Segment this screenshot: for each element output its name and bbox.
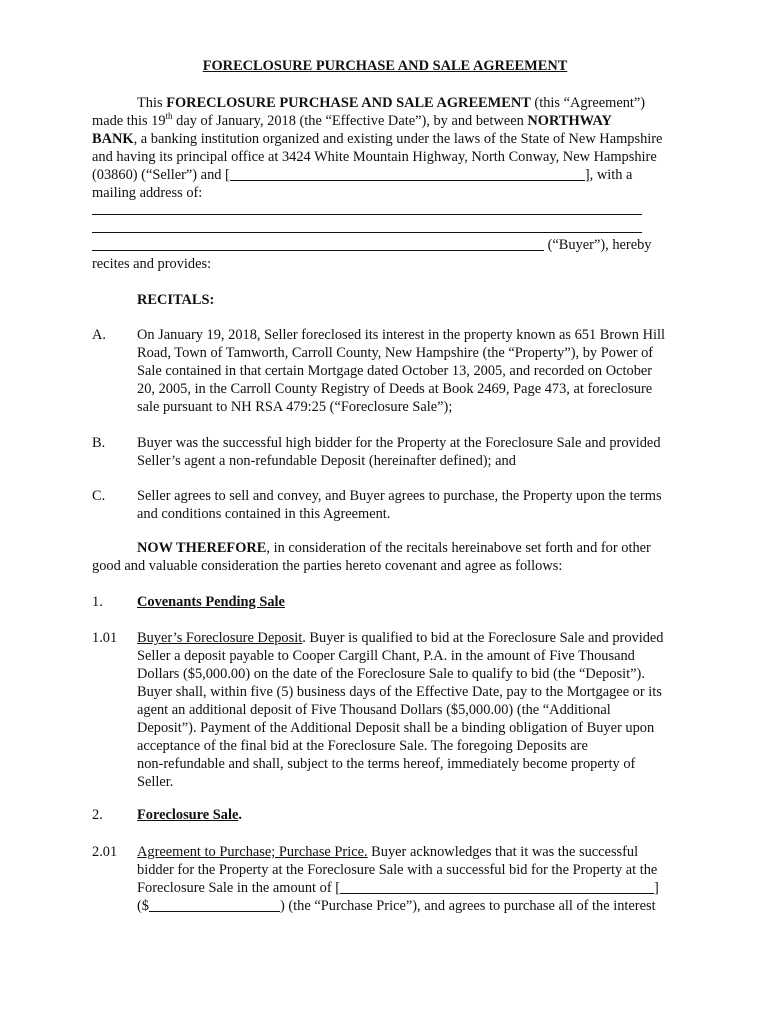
buyer-line-text: (“Buyer”), hereby [547, 237, 652, 253]
recital-a-line: On January 19, 2018, Seller foreclosed its interest in the property known as 651 Brown Hill [137, 327, 665, 343]
intro-text: made this 19 [92, 113, 166, 129]
ordinal-suffix: th [165, 111, 173, 122]
section-2-01-line: ) (the “Purchase Price”), and agrees to purchase all of the interest [280, 898, 656, 914]
recital-b-text [137, 434, 683, 470]
seller-name: NORTHWAY [527, 113, 612, 129]
recital-a-line: Sale contained in that certain Mortgage dated October 13, 2005, and recorded on October [137, 363, 653, 379]
recital-a-marker: A. [92, 327, 106, 343]
section-1-marker: 1. [92, 594, 103, 610]
recital-b-marker: B. [92, 435, 106, 451]
document-title: FORECLOSURE PURCHASE AND SALE AGREEMENT [202, 58, 568, 74]
recites-text: recites and provides: [92, 256, 212, 272]
section-2-01-line: Foreclosure Sale in the amount of [ [137, 880, 341, 896]
recital-a-line: Road, Town of Tamworth, Carroll County, New Hampshire (the “Property”), by Power of [137, 345, 654, 361]
section-2-01-line: ] [654, 880, 659, 896]
section-1-01-line: non-refundable and shall, subject to the terms hereof, immediately become property of [137, 756, 636, 772]
section-1-01-marker: 1.01 [92, 630, 118, 646]
section-1-01-line: Buyer shall, within five (5) business days of the Effective Date, pay to the Mortgagee or its [137, 684, 662, 700]
recital-c-text [137, 487, 683, 523]
purchase-price-amount-blank[interactable] [149, 910, 280, 912]
section-1-01-line: Seller. [137, 774, 174, 790]
section-2-01-line: Buyer acknowledges that it was the successful [367, 844, 639, 860]
recital-b-line: Seller’s agent a non-refundable Deposit (hereinafter defined); and [137, 453, 516, 469]
section-1-01-line: agent an additional deposit of Five Thousand Dollars ($5,000.00) (the “Additional [137, 702, 611, 718]
intro-text: and having its principal office at 3424 White Mountain Highway, North Conway, New Hampshire [92, 149, 657, 165]
section-2-heading: Foreclosure Sale [137, 807, 239, 823]
section-2-trail: . [238, 807, 242, 823]
buyer-line [92, 236, 652, 254]
address-blank-line-1[interactable] [92, 214, 642, 215]
section-1-01-line: acceptance of the final bid at the Foreclosure Sale. The foregoing Deposits are [137, 738, 588, 754]
intro-text: (03860) (“Seller”) and [ [92, 167, 230, 183]
recital-c-marker: C. [92, 488, 106, 504]
section-1-01-heading: Buyer’s Foreclosure Deposit [137, 630, 303, 646]
agreement-name: FORECLOSURE PURCHASE AND SALE AGREEMENT [166, 95, 531, 111]
intro-paragraph [92, 94, 682, 202]
section-2-01-marker: 2.01 [92, 844, 118, 860]
intro-text: ], with a [584, 167, 633, 183]
recital-c-line: Seller agrees to sell and convey, and Buyer agrees to purchase, the Property upon the terms [137, 488, 662, 504]
intro-text: , a banking institution organized and existing under the laws of the State of New Hampshire [133, 131, 663, 147]
section-1-01-line: Seller a deposit payable to Cooper Cargill Chant, P.A. in the amount of Five Thousand [137, 648, 635, 664]
section-2-heading-wrap [137, 806, 242, 824]
now-therefore-text: , in consideration of the recitals hereinabove set forth and for other [266, 540, 651, 556]
now-therefore-paragraph [92, 539, 651, 575]
intro-text: This [137, 95, 167, 111]
section-1-01-line: Dollars ($5,000.00) on the date of the Foreclosure Sale to qualify to bid (the “Deposit”). [137, 666, 645, 682]
section-2-01-heading: Agreement to Purchase; Purchase Price. [137, 844, 368, 860]
now-therefore-text: good and valuable consideration the parties hereto covenant and agree as follows: [92, 558, 563, 574]
recital-a-line: 20, 2005, in the Carroll County Registry of Deeds at Book 2469, Page 473, at foreclosure [137, 381, 653, 397]
intro-text: day of January, 2018 (the “Effective Date”), by and between [172, 113, 528, 129]
recital-c-line: and conditions contained in this Agreement. [137, 506, 391, 522]
section-2-01-text [137, 843, 683, 915]
section-1-01-text [137, 629, 683, 791]
recital-a-line: sale pursuant to NH RSA 479:25 (“Foreclosure Sale”); [137, 399, 453, 415]
section-2-01-line: ($ [137, 898, 149, 914]
buyer-name-blank[interactable] [230, 179, 585, 181]
now-therefore-label: NOW THEREFORE [137, 540, 267, 556]
recital-b-line: Buyer was the successful high bidder for the Property at the Foreclosure Sale and provided [137, 435, 661, 451]
section-1-01-line: Deposit”). Payment of the Additional Deposit shall be a binding obligation of Buyer upon [137, 720, 655, 736]
section-2-marker: 2. [92, 807, 103, 823]
seller-name: BANK [92, 131, 134, 147]
section-1-heading: Covenants Pending Sale [137, 594, 285, 610]
recital-a-text [137, 326, 683, 416]
recitals-heading: RECITALS: [137, 292, 215, 308]
address-blank-line-2[interactable] [92, 232, 642, 233]
purchase-price-words-blank[interactable] [340, 892, 654, 894]
intro-text: mailing address of: [92, 185, 203, 201]
section-2-01-line: bidder for the Property at the Foreclosure Sale with a successful bid for the Property at the [137, 862, 658, 878]
intro-text: (this “Agreement”) [530, 95, 646, 111]
section-1-01-line: . Buyer is qualified to bid at the Foreclosure Sale and provided [302, 630, 664, 646]
address-blank-line-3[interactable] [92, 249, 544, 251]
